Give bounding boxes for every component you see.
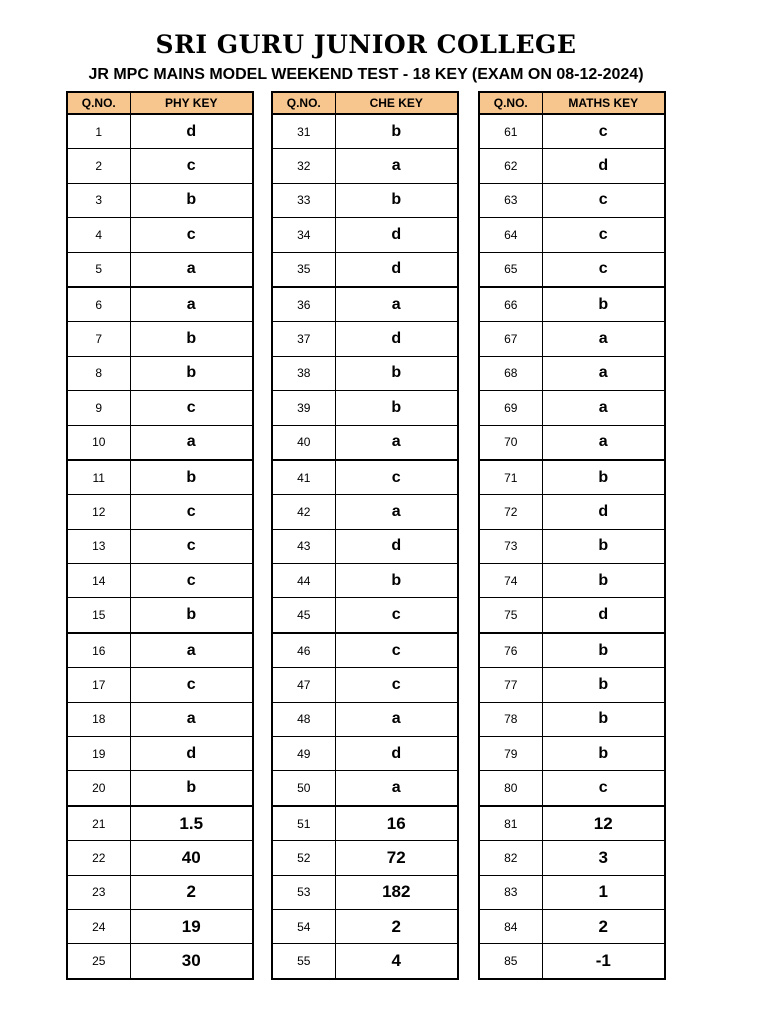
page-subtitle: JR MPC MAINS MODEL WEEKEND TEST - 18 KEY (EXAM ON 08-12-2024) (88, 66, 644, 83)
question-number: 7 (67, 322, 130, 356)
table-row (272, 356, 458, 390)
table-row (272, 771, 458, 806)
question-number: 16 (67, 633, 130, 668)
question-number: 24 (67, 909, 130, 943)
table-row (479, 841, 665, 875)
maths-key-table (478, 91, 666, 980)
answer-key: c (542, 252, 665, 287)
answer-key: c (130, 495, 253, 529)
table-row (272, 391, 458, 425)
answer-key: d (335, 529, 458, 563)
question-number: 65 (479, 252, 542, 287)
table-row (272, 529, 458, 563)
answer-key: a (335, 425, 458, 460)
table-row (272, 909, 458, 943)
table-row (67, 875, 253, 909)
answer-key: c (130, 564, 253, 598)
answer-key: c (130, 668, 253, 702)
answer-key: 1.5 (130, 806, 253, 841)
page-title: SRI GURU JUNIOR COLLEGE (155, 30, 577, 59)
answer-key: 30 (130, 944, 253, 979)
table-header-row (67, 92, 253, 114)
table-row (67, 806, 253, 841)
table-row (272, 564, 458, 598)
answer-key: -1 (542, 944, 665, 979)
answer-key: b (130, 356, 253, 390)
answer-key: 72 (335, 841, 458, 875)
question-number: 31 (272, 114, 335, 149)
answer-key: b (542, 564, 665, 598)
question-number: 15 (67, 598, 130, 633)
table-row (67, 909, 253, 943)
question-number: 77 (479, 668, 542, 702)
table-row (479, 598, 665, 633)
answer-key: c (130, 218, 253, 252)
question-number: 19 (67, 737, 130, 771)
table-row (272, 218, 458, 252)
qno-header: Q.NO. (479, 92, 542, 114)
answer-key: 4 (335, 944, 458, 979)
question-number: 5 (67, 252, 130, 287)
question-number: 42 (272, 495, 335, 529)
answer-key: c (335, 668, 458, 702)
question-number: 49 (272, 737, 335, 771)
table-row (272, 668, 458, 702)
table-row (479, 875, 665, 909)
table-row (272, 322, 458, 356)
question-number: 35 (272, 252, 335, 287)
question-number: 33 (272, 183, 335, 217)
table-row (272, 287, 458, 322)
phy-key-header: PHY KEY (130, 92, 253, 114)
question-number: 83 (479, 875, 542, 909)
table-row (272, 841, 458, 875)
question-number: 54 (272, 909, 335, 943)
answer-key: d (335, 218, 458, 252)
question-number: 17 (67, 668, 130, 702)
answer-key: a (130, 633, 253, 668)
table-row (272, 149, 458, 183)
table-row (272, 737, 458, 771)
table-row (479, 287, 665, 322)
answer-key: b (335, 356, 458, 390)
answer-key: 2 (542, 909, 665, 943)
table-row (479, 218, 665, 252)
table-row (479, 564, 665, 598)
table-row (272, 495, 458, 529)
table-row (67, 529, 253, 563)
question-number: 2 (67, 149, 130, 183)
answer-key: a (130, 702, 253, 736)
table-row (67, 183, 253, 217)
question-number: 64 (479, 218, 542, 252)
table-row (272, 702, 458, 736)
answer-key: c (542, 218, 665, 252)
question-number: 82 (479, 841, 542, 875)
question-number: 18 (67, 702, 130, 736)
answer-key: 2 (130, 875, 253, 909)
answer-key: 12 (542, 806, 665, 841)
answer-key: a (335, 287, 458, 322)
question-number: 52 (272, 841, 335, 875)
answer-key: c (130, 391, 253, 425)
answer-key: c (130, 149, 253, 183)
table-row (67, 495, 253, 529)
table-row (479, 495, 665, 529)
question-number: 46 (272, 633, 335, 668)
table-row (272, 633, 458, 668)
table-row (479, 806, 665, 841)
table-row (479, 114, 665, 149)
table-row (479, 737, 665, 771)
question-number: 37 (272, 322, 335, 356)
answer-key: d (130, 114, 253, 149)
answer-key: d (542, 495, 665, 529)
answer-key: b (335, 114, 458, 149)
answer-key: a (130, 287, 253, 322)
answer-key: c (335, 460, 458, 495)
table-row (479, 149, 665, 183)
table-row (272, 875, 458, 909)
answer-key: b (542, 287, 665, 322)
question-number: 55 (272, 944, 335, 979)
answer-key: d (335, 322, 458, 356)
question-number: 76 (479, 633, 542, 668)
answer-key: a (335, 495, 458, 529)
table-row (67, 598, 253, 633)
question-number: 44 (272, 564, 335, 598)
che-key-table (271, 91, 459, 980)
question-number: 40 (272, 425, 335, 460)
answer-key: b (542, 460, 665, 495)
question-number: 62 (479, 149, 542, 183)
answer-key: 1 (542, 875, 665, 909)
question-number: 63 (479, 183, 542, 217)
question-number: 23 (67, 875, 130, 909)
question-number: 43 (272, 529, 335, 563)
question-number: 84 (479, 909, 542, 943)
question-number: 61 (479, 114, 542, 149)
table-row (67, 944, 253, 979)
answer-key: a (542, 391, 665, 425)
table-header-row (272, 92, 458, 114)
question-number: 34 (272, 218, 335, 252)
table-row (479, 909, 665, 943)
answer-key: c (542, 771, 665, 806)
qno-header: Q.NO. (67, 92, 130, 114)
question-number: 69 (479, 391, 542, 425)
question-number: 14 (67, 564, 130, 598)
question-number: 48 (272, 702, 335, 736)
answer-key: 182 (335, 875, 458, 909)
phy-key-table (66, 91, 254, 980)
answer-key: a (335, 149, 458, 183)
answer-key: a (542, 356, 665, 390)
answer-key: d (130, 737, 253, 771)
table-row (479, 183, 665, 217)
question-number: 21 (67, 806, 130, 841)
table-row (479, 391, 665, 425)
question-number: 85 (479, 944, 542, 979)
answer-key: c (542, 183, 665, 217)
answer-key: d (335, 252, 458, 287)
table-row (479, 252, 665, 287)
answer-key: d (542, 149, 665, 183)
table-row (479, 633, 665, 668)
table-row (479, 944, 665, 979)
question-number: 70 (479, 425, 542, 460)
answer-key: a (130, 425, 253, 460)
answer-key: a (335, 771, 458, 806)
question-number: 71 (479, 460, 542, 495)
answer-key: a (335, 702, 458, 736)
answer-key: a (130, 252, 253, 287)
answer-key: b (130, 183, 253, 217)
table-row (479, 771, 665, 806)
answer-key: c (542, 114, 665, 149)
question-number: 9 (67, 391, 130, 425)
table-row (67, 425, 253, 460)
table-row (272, 425, 458, 460)
table-row (479, 425, 665, 460)
answer-key: b (130, 598, 253, 633)
answer-key: 40 (130, 841, 253, 875)
answer-key: 19 (130, 909, 253, 943)
question-number: 53 (272, 875, 335, 909)
question-number: 3 (67, 183, 130, 217)
question-number: 66 (479, 287, 542, 322)
table-row (67, 114, 253, 149)
answer-key: b (335, 183, 458, 217)
table-row (479, 460, 665, 495)
table-row (67, 252, 253, 287)
answer-key: d (335, 737, 458, 771)
answer-key: b (130, 322, 253, 356)
table-row (67, 322, 253, 356)
answer-key: a (542, 425, 665, 460)
question-number: 20 (67, 771, 130, 806)
question-number: 8 (67, 356, 130, 390)
table-row (272, 252, 458, 287)
question-number: 50 (272, 771, 335, 806)
question-number: 51 (272, 806, 335, 841)
table-row (67, 702, 253, 736)
question-number: 79 (479, 737, 542, 771)
table-row (272, 598, 458, 633)
table-row (272, 806, 458, 841)
question-number: 67 (479, 322, 542, 356)
question-number: 81 (479, 806, 542, 841)
answer-key: b (542, 529, 665, 563)
table-row (67, 356, 253, 390)
table-row (67, 218, 253, 252)
question-number: 36 (272, 287, 335, 322)
question-number: 47 (272, 668, 335, 702)
answer-key: c (335, 598, 458, 633)
answer-key: c (130, 529, 253, 563)
answer-key: a (542, 322, 665, 356)
question-number: 22 (67, 841, 130, 875)
table-row (272, 944, 458, 979)
question-number: 41 (272, 460, 335, 495)
question-number: 74 (479, 564, 542, 598)
answer-key: b (542, 633, 665, 668)
question-number: 1 (67, 114, 130, 149)
question-number: 75 (479, 598, 542, 633)
che-key-header: CHE KEY (335, 92, 458, 114)
table-row (67, 668, 253, 702)
answer-key: b (335, 391, 458, 425)
table-row (67, 564, 253, 598)
answer-key: 3 (542, 841, 665, 875)
question-number: 25 (67, 944, 130, 979)
qno-header: Q.NO. (272, 92, 335, 114)
table-row (67, 149, 253, 183)
question-number: 78 (479, 702, 542, 736)
answer-key: b (130, 771, 253, 806)
table-row (479, 668, 665, 702)
question-number: 80 (479, 771, 542, 806)
question-number: 72 (479, 495, 542, 529)
table-row (67, 287, 253, 322)
question-number: 11 (67, 460, 130, 495)
question-number: 10 (67, 425, 130, 460)
table-row (479, 702, 665, 736)
table-row (479, 322, 665, 356)
question-number: 45 (272, 598, 335, 633)
table-row (67, 771, 253, 806)
answer-key: b (130, 460, 253, 495)
answer-key: b (335, 564, 458, 598)
table-row (67, 737, 253, 771)
table-row (479, 529, 665, 563)
table-row (272, 460, 458, 495)
answer-key: b (542, 702, 665, 736)
table-row (272, 183, 458, 217)
answer-key: b (542, 668, 665, 702)
table-row (67, 391, 253, 425)
table-row (67, 841, 253, 875)
table-row (272, 114, 458, 149)
answer-key: 16 (335, 806, 458, 841)
question-number: 13 (67, 529, 130, 563)
answer-key: c (335, 633, 458, 668)
question-number: 4 (67, 218, 130, 252)
table-header-row (479, 92, 665, 114)
answer-key: 2 (335, 909, 458, 943)
table-row (479, 356, 665, 390)
question-number: 12 (67, 495, 130, 529)
answer-key: d (542, 598, 665, 633)
question-number: 38 (272, 356, 335, 390)
table-row (67, 460, 253, 495)
question-number: 32 (272, 149, 335, 183)
question-number: 73 (479, 529, 542, 563)
answer-key: b (542, 737, 665, 771)
question-number: 6 (67, 287, 130, 322)
question-number: 39 (272, 391, 335, 425)
maths-key-header: MATHS KEY (542, 92, 665, 114)
table-row (67, 633, 253, 668)
question-number: 68 (479, 356, 542, 390)
